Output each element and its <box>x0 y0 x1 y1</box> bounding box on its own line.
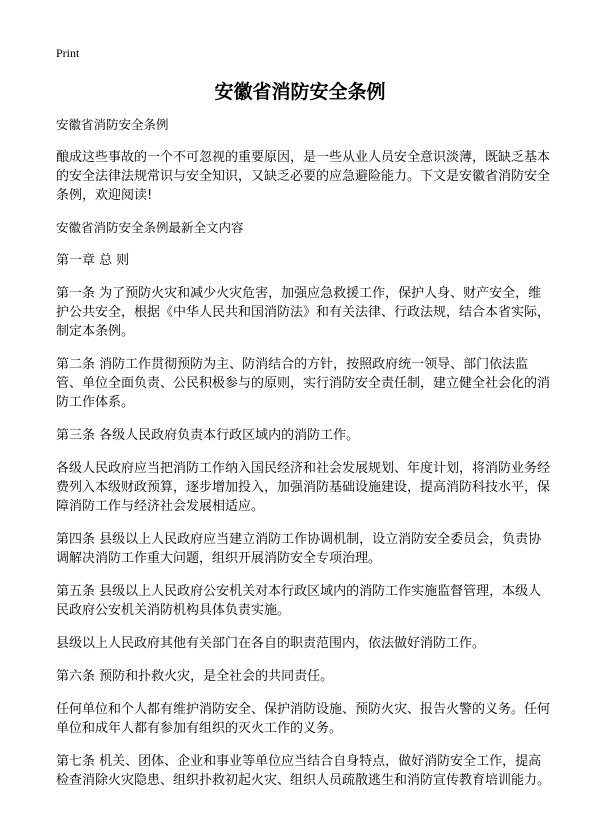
article-4-paragraph: 第四条 县级以上人民政府应当建立消防工作协调机制，设立消防安全委员会，负责协调解决消防工作重大问题，组织开展消防安全专项治理。 <box>56 532 542 566</box>
article-3-paragraph: 第三条 各级人民政府负责本行政区域内的消防工作。 <box>56 428 360 443</box>
document-body <box>56 116 550 804</box>
article-6-paragraph: 第六条 预防和扑救火灾，是全社会的共同责任。 <box>56 669 334 684</box>
article-5-body-paragraph: 县级以上人民政府其他有关部门在各自的职责范围内，依法做好消防工作。 <box>56 636 486 651</box>
section-heading: 安徽省消防安全条例最新全文内容 <box>56 220 244 235</box>
article-2-paragraph: 第二条 消防工作贯彻预防为主、防消结合的方针，按照政府统一领导、部门依法监管、单位全面负责、公民积极参与的原则，实行消防安全责任制，建立健全社会化的消防工作体系。 <box>56 357 551 410</box>
article-6-body-paragraph: 任何单位和个人都有维护消防安全、保护消防设施、预防火灾、报告火警的义务。任何单位和成年人都有参加有组织的灭火工作的义务。 <box>56 702 551 736</box>
print-link[interactable]: Print <box>56 46 80 60</box>
document-subtitle: 安徽省消防安全条例 <box>56 117 169 132</box>
document-title: 安徽省消防安全条例 <box>214 81 386 103</box>
article-7-paragraph: 第七条 机关、团体、企业和事业等单位应当结合自身特点，做好消防安全工作，提高检查消除火灾隐患、组织扑救初起火灾、组织人员疏散逃生和消防宣传教育培训能力。 <box>56 754 551 788</box>
chapter-heading: 第一章 总 则 <box>56 253 130 268</box>
article-1-paragraph: 第一条 为了预防火灾和减少火灾危害，加强应急救援工作，保护人身、财产安全，维护公共安全，根据《中华人民共和国消防法》和有关法律、行政法规，结合本省实际，制定本条例。 <box>56 286 551 339</box>
article-5-paragraph: 第五条 县级以上人民政府公安机关对本行政区域内的消防工作实施监督管理，本级人民政府公安机关消防机构具体负责实施。 <box>56 584 542 618</box>
article-3-body-paragraph: 各级人民政府应当把消防工作纳入国民经济和社会发展规划、年度计划，将消防业务经费列入本级财政预算，逐步增加投入，加强消防基础设施建设，提高消防科技水平，保障消防工作与经济社会发展相适应。 <box>56 461 551 514</box>
intro-paragraph: 酿成这些事故的一个不可忽视的重要原因，是一些从业人员安全意识淡薄，既缺乏基本的安全法律法规常识与安全知识，又缺乏必要的应急避险能力。下文是安徽省消防安全条例，欢迎阅读! <box>56 150 551 203</box>
